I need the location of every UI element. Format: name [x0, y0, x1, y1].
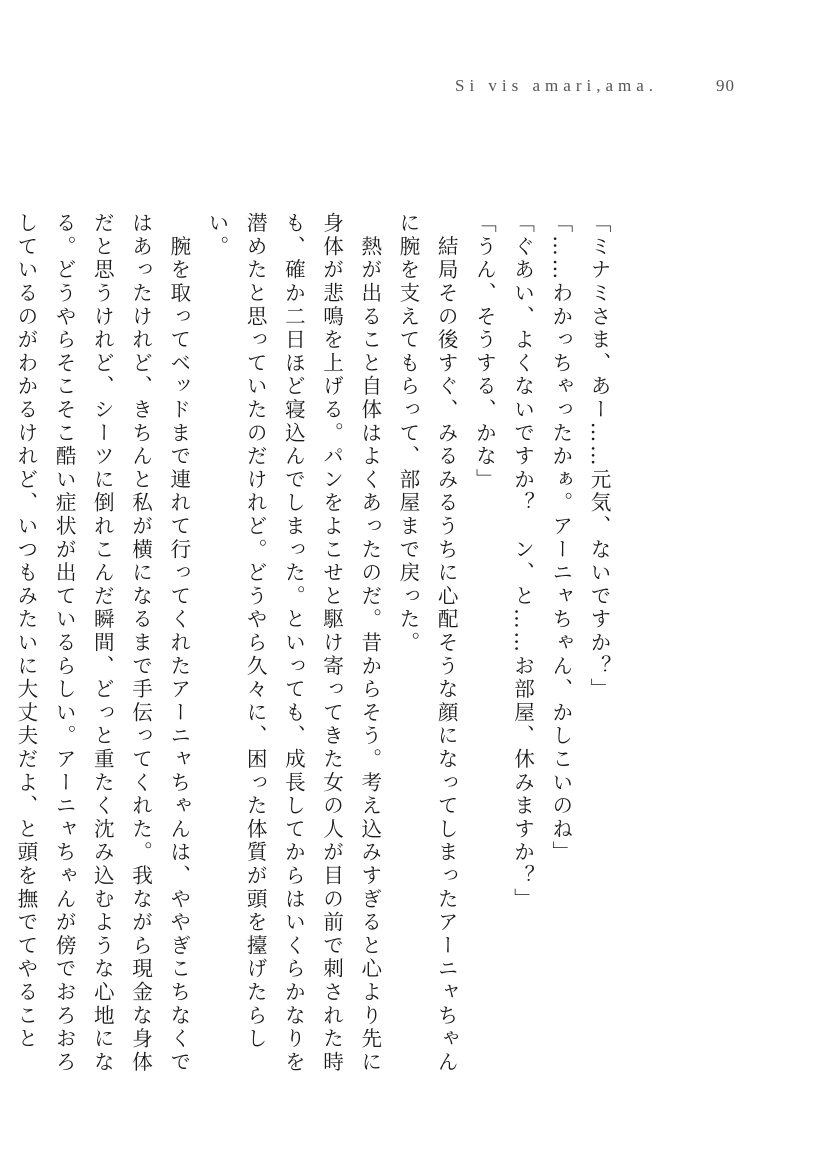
paragraph-4: 「うん、そうする、かな」 — [472, 212, 497, 492]
paragraph-6: 熱が出ること自体はよくあったのだ。昔からそう。考え込みすぎると心より先に身体が悲鳴を上げる。パンをよこせと駆け寄ってきた女の人が目の前で刺された時も、確か二日ほど寝込んでしまった。といっても、成長してからはいくらかなりを潜めたと思っていたのだけれど。どうやら久々に、困った体質が頭を擡げたらしい。 — [204, 212, 382, 1075]
paragraph-1: 「ミナミさま、あー……元気、ないですか？」 — [587, 212, 611, 702]
paragraph-5: 結局その後すぐ、みるみるうちに心配そうな顔になってしまったアーニャちゃんに腕を支えてもらって、部屋まで戻った。 — [395, 212, 459, 1075]
paragraph-7: 腕を取ってベッドまで連れて行ってくれたアーニャちゃんは、ややぎこちなくではあったけれど、きちんと私が横になるまで手伝ってくれた。我ながら現金な身体だと思うけれど、シーツに倒れこんだ瞬間、どっと重たく沈み込むような心地になる。どうやらそこそこ酷い症状が出ているらしい。アーニャちゃんが傍でおろおろしているのがわかるけれど、いつもみたいに大丈夫だよ、と頭を撫でてやること — [13, 212, 191, 1075]
running-title: Si vis amari,ama. — [455, 76, 659, 95]
paragraph-3: 「ぐあい、よくないですか？ ン、と……お部屋、休みますか？」 — [510, 212, 535, 911]
page-number: 90 — [716, 76, 735, 95]
vertical-body-text — [0, 212, 618, 1082]
paragraph-2: 「……わかっちゃったかぁ。アーニャちゃん、かしこいのね」 — [548, 212, 573, 865]
